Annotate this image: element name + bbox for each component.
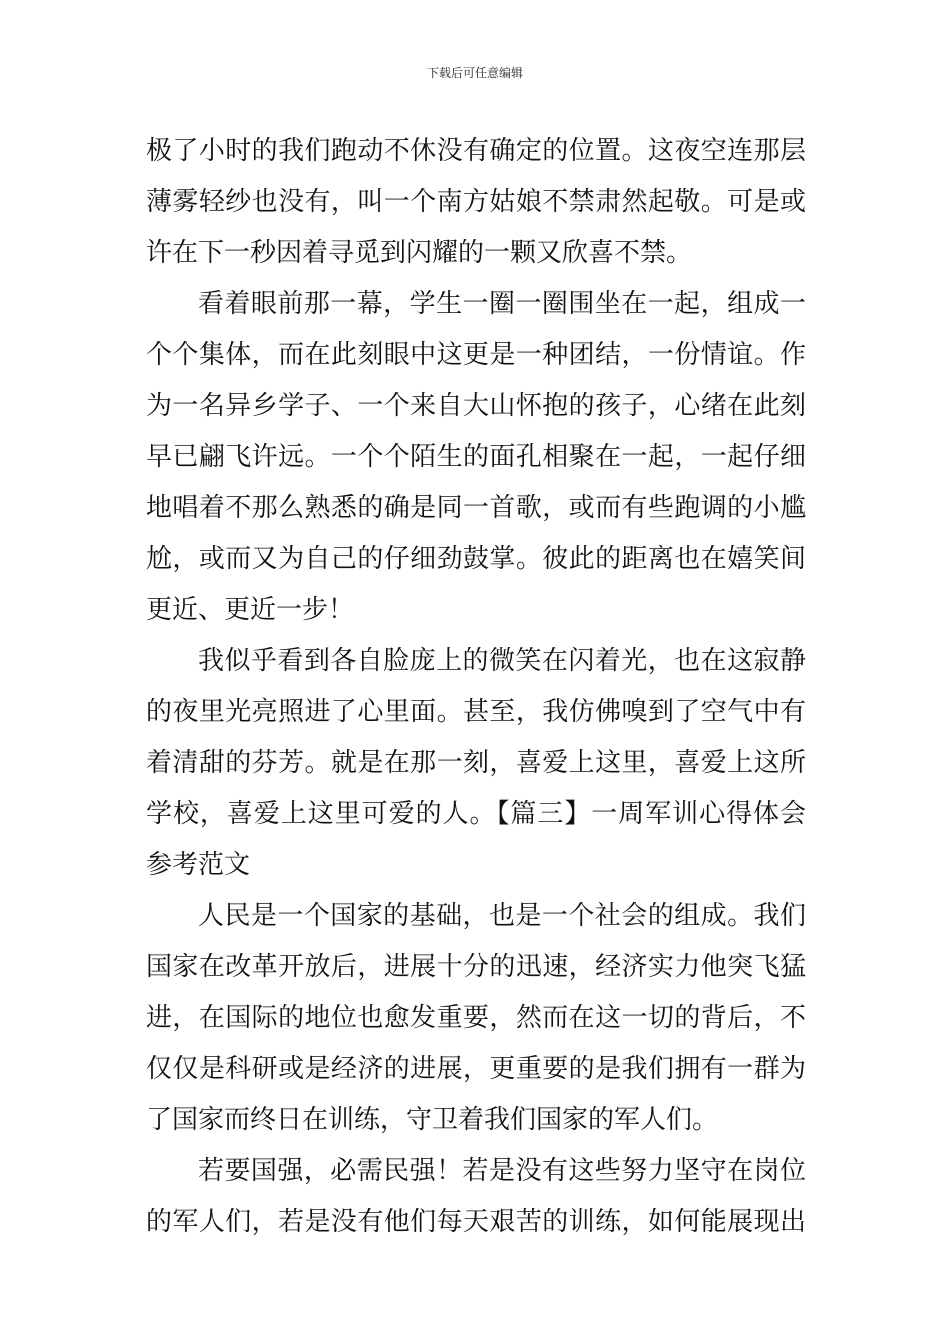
paragraph-p4: [146, 891, 806, 1146]
text-line: 参考范文: [146, 850, 251, 880]
paragraph-p1: [146, 126, 806, 279]
text-line: 尬，或而又为自己的仔细劲鼓掌。彼此的距离也在嬉笑间: [146, 544, 806, 574]
paragraph-p5: [146, 1146, 806, 1248]
document-body: [146, 126, 806, 1248]
text-line: 许在下一秒因着寻觅到闪耀的一颗又欣喜不禁。: [146, 238, 693, 268]
page-header: 下载后可任意编辑: [426, 66, 523, 80]
text-line: 薄雾轻纱也没有，叫一个南方姑娘不禁肃然起敬。可是或: [146, 187, 806, 217]
text-line: 个个集体，而在此刻眼中这更是一种团结，一份情谊。作: [146, 340, 806, 370]
text-line: 的军人们，若是没有他们每天艰苦的训练，如何能展现出: [146, 1207, 806, 1237]
text-line: 我似乎看到各自脸庞上的微笑在闪着光，也在这寂静: [198, 646, 806, 676]
text-line: 若要国强，必需民强！若是没有这些努力坚守在岗位: [198, 1156, 806, 1186]
text-line: 看着眼前那一幕，学生一圈一圈围坐在一起，组成一: [198, 289, 806, 319]
text-line: 极了小时的我们跑动不休没有确定的位置。这夜空连那层: [146, 136, 806, 166]
text-line: 仅仅是科研或是经济的进展，更重要的是我们拥有一群为: [146, 1054, 806, 1084]
text-line: 早已翩飞许远。一个个陌生的面孔相聚在一起，一起仔细: [146, 442, 806, 472]
text-line: 进，在国际的地位也愈发重要，然而在这一切的背后，不: [146, 1003, 806, 1033]
text-line: 着清甜的芬芳。就是在那一刻，喜爱上这里，喜爱上这所: [146, 748, 806, 778]
text-line: 更近、更近一步！: [146, 595, 355, 625]
paragraph-p2: [146, 279, 806, 636]
text-line: 人民是一个国家的基础，也是一个社会的组成。我们: [198, 901, 806, 931]
text-line: 了国家而终日在训练，守卫着我们国家的军人们。: [146, 1105, 719, 1135]
text-line: 地唱着不那么熟悉的确是同一首歌，或而有些跑调的小尴: [146, 493, 806, 523]
text-line: 国家在改革开放后，进展十分的迅速，经济实力他突飞猛: [146, 952, 806, 982]
text-line: 的夜里光亮照进了心里面。甚至，我仿佛嗅到了空气中有: [146, 697, 806, 727]
paragraph-p3: [146, 636, 806, 891]
text-line: 为一名异乡学子、一个来自大山怀抱的孩子，心绪在此刻: [146, 391, 806, 421]
text-line: 学校，喜爱上这里可爱的人。【篇三】一周军训心得体会: [146, 799, 806, 829]
